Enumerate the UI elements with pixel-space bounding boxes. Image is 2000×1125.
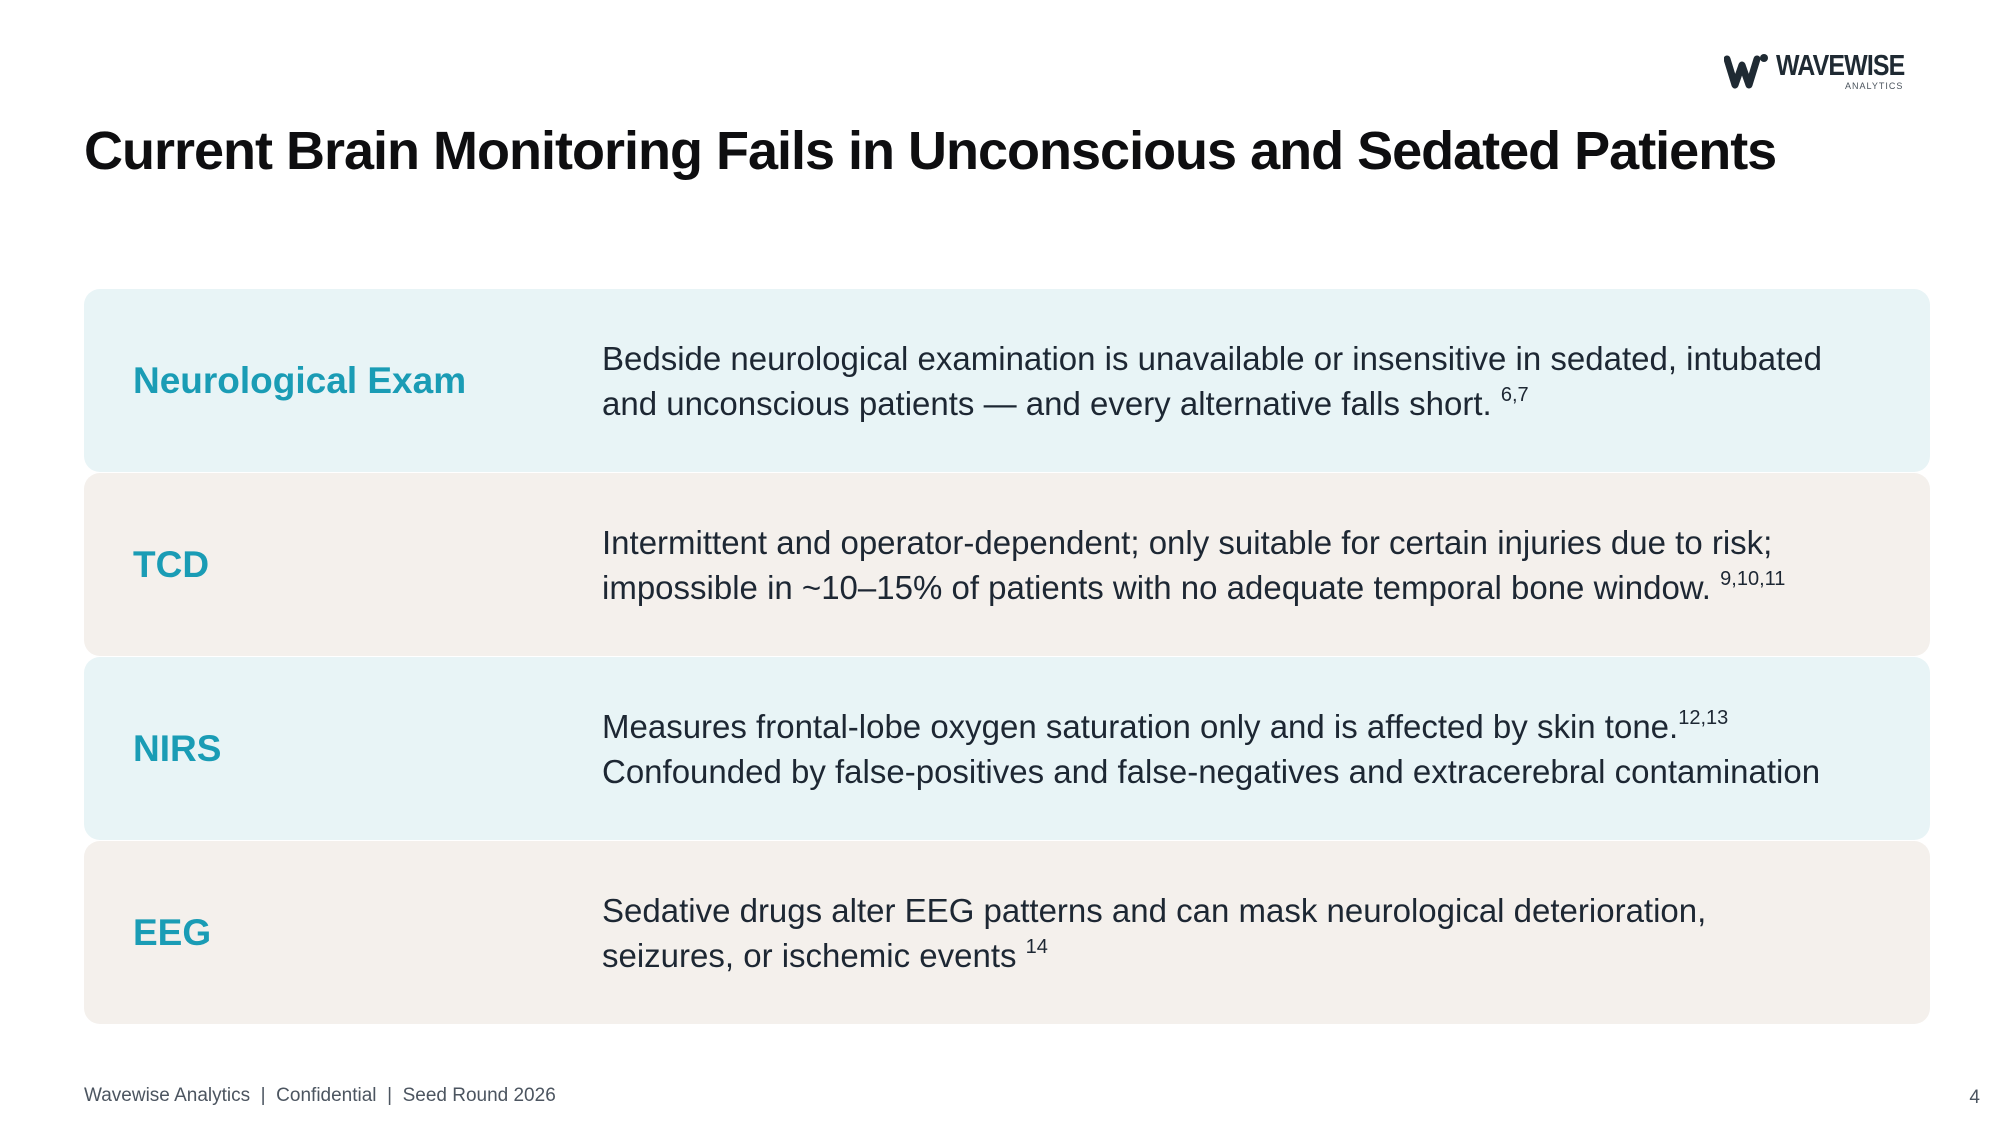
- row-description: [602, 520, 1890, 610]
- row-label: EEG: [133, 911, 212, 953]
- citation-superscript: 9,10,11: [1720, 567, 1786, 590]
- description-line: Measures frontal-lobe oxygen saturation only and is affected by skin tone.$^{12,13}$: [602, 706, 1729, 745]
- row-eeg: [84, 841, 1930, 1024]
- row-description: [602, 888, 1890, 978]
- wave-logo-icon: [1724, 49, 1770, 93]
- citation-superscript: 6,7: [1500, 383, 1529, 406]
- row-nirs: [84, 657, 1930, 840]
- footer-text: Wavewise Analytics | Confidential | Seed Round 2026: [84, 1085, 556, 1106]
- row-label: Neurological Exam: [133, 359, 467, 401]
- logo-subtitle: ANALYTICS: [1845, 80, 1904, 91]
- description-line: Bedside neurological examination is unavailable or insensitive in sedated, intubated: [602, 339, 1822, 377]
- description-line: Confounded by false-positives and false-negatives and extracerebral contamination: [602, 752, 1821, 790]
- page-title: Current Brain Monitoring Fails in Unconscious and Sedated Patients: [84, 121, 1777, 181]
- description-line: and unconscious patients — and every alternative falls short. $^{6,7}$: [602, 383, 1529, 422]
- row-label: TCD: [133, 543, 210, 585]
- description-line: seizures, or ischemic events $^{14}$: [602, 935, 1048, 974]
- citation-superscript: 12,13: [1678, 706, 1729, 729]
- monitoring-methods-list: [84, 289, 1930, 1025]
- row-description: [602, 704, 1890, 794]
- description-line: Sedative drugs alter EEG patterns and can mask neurological deterioration,: [602, 891, 1707, 929]
- page-number: 4: [1969, 1087, 1980, 1108]
- brand-logo: [1724, 48, 1934, 94]
- row-tcd: [84, 473, 1930, 656]
- description-line: impossible in ~10–15% of patients with no adequate temporal bone window. $^{9,10,11}$: [602, 567, 1786, 606]
- row-description: [602, 336, 1890, 426]
- citation-superscript: 14: [1025, 935, 1048, 958]
- row-neurological-exam: [84, 289, 1930, 472]
- description-line: Intermittent and operator-dependent; only suitable for certain injuries due to risk;: [602, 523, 1773, 561]
- logo-wordmark: WAVEWISE: [1776, 49, 1905, 82]
- row-label: NIRS: [133, 727, 222, 769]
